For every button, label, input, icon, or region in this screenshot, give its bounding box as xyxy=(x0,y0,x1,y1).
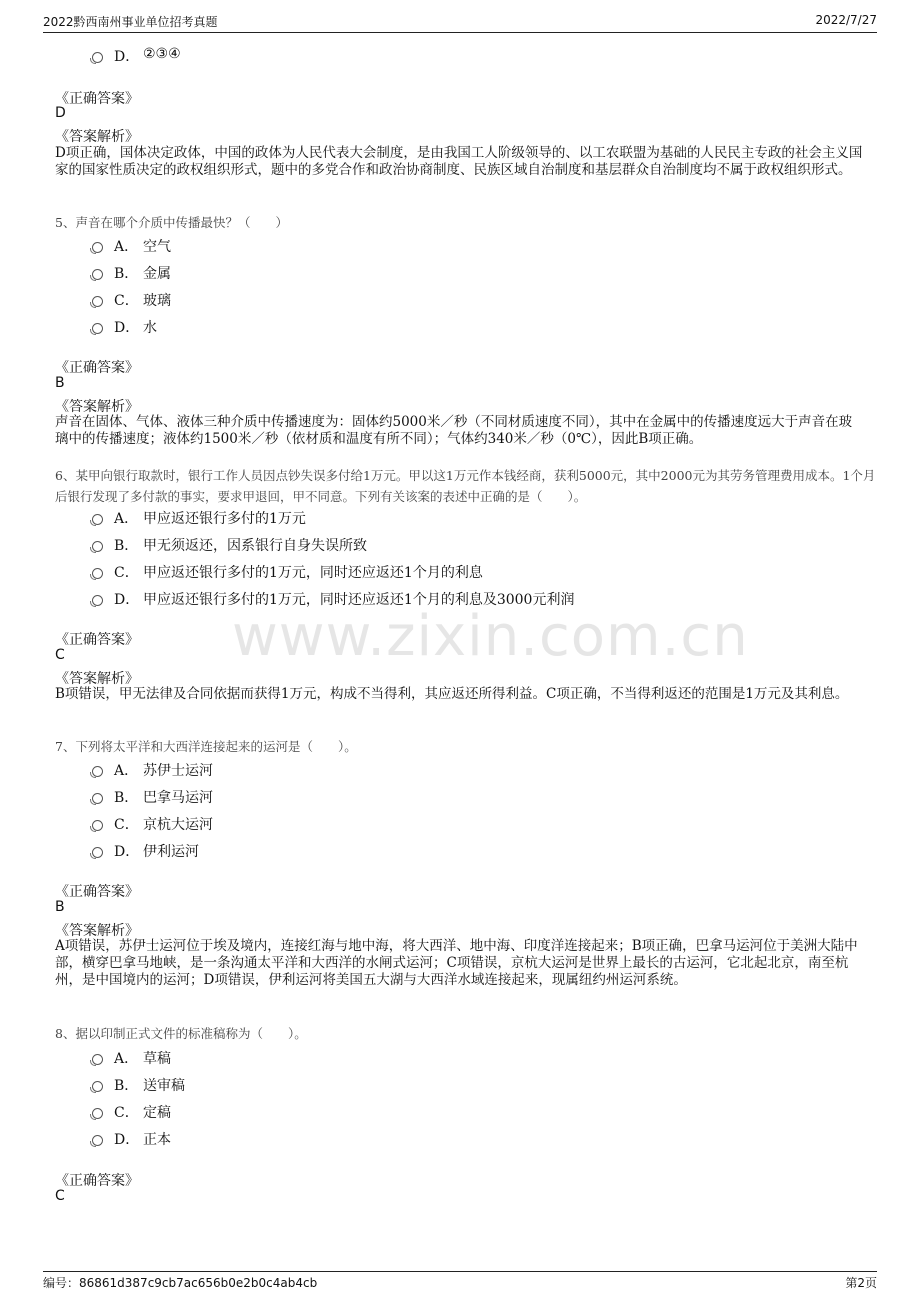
option-text: 正本 xyxy=(143,1132,171,1148)
q8-question: 8、据以印制正式文件的标准稿称为（ ）。 xyxy=(55,1026,307,1041)
document-title: 2022黔西南州事业单位招考真题 xyxy=(43,15,218,29)
option-letter: B． xyxy=(114,538,139,554)
option-text: 定稿 xyxy=(143,1105,171,1121)
radio-icon[interactable] xyxy=(92,514,103,525)
radio-icon[interactable] xyxy=(92,595,103,606)
option-letter: A． xyxy=(114,1051,139,1067)
q5-answer-label: 《正确答案》 xyxy=(55,360,139,376)
option-text: 空气 xyxy=(143,239,171,255)
option-text: 巴拿马运河 xyxy=(143,790,213,806)
option-letter: D． xyxy=(114,844,140,860)
option-letter: B． xyxy=(114,266,139,282)
radio-icon[interactable] xyxy=(92,1108,103,1119)
radio-icon[interactable] xyxy=(92,52,103,63)
q6-analysis: B项错误，甲无法律及合同依据而获得1万元，构成不当得利，其应返还所得利益。C项正确，不当得利返还的范围是1万元及其利息。 xyxy=(55,686,849,702)
q8-answer-label: 《正确答案》 xyxy=(55,1173,139,1189)
option-letter: D． xyxy=(114,49,140,65)
option-letter: D． xyxy=(114,1132,140,1148)
radio-icon[interactable] xyxy=(92,568,103,579)
option-letter: A． xyxy=(114,239,139,255)
q6-question: 6、某甲向银行取款时，银行工作人员因点钞失误多付给1万元。甲以这1万元作本钱经商，获利5000元，其中2000元为其劳务管理费用成本。1个月后银行发现了多付款的事实，要求甲退回，甲不同意。下列有关该案的表述中正确的是（ ）。 xyxy=(55,468,876,504)
option-text: 甲应返还银行多付的1万元，同时还应返还1个月的利息 xyxy=(143,565,483,581)
page-header xyxy=(43,8,877,33)
option-text: 苏伊士运河 xyxy=(143,763,213,779)
option-letter: C． xyxy=(114,1105,139,1121)
option-letter: C． xyxy=(114,565,139,581)
radio-icon[interactable] xyxy=(92,1081,103,1092)
q7-analysis: A项错误，苏伊士运河位于埃及境内，连接红海与地中海，将大西洋、地中海、印度洋连接起来；B项正确，巴拿马运河位于美洲大陆中部，横穿巴拿马地峡，是一条沟通太平洋和大西洋的水闸式运河；C项错误，京杭大运河是世界上最长的古运河，它北起北京，南至杭州，是中国境内的运河；D项错误，伊利运河将美国五大湖与大西洋水域连接起来，现属纽约州运河系统。 xyxy=(55,938,858,988)
radio-icon[interactable] xyxy=(92,541,103,552)
option-letter: C． xyxy=(114,293,139,309)
radio-icon[interactable] xyxy=(92,269,103,280)
page-number: 第2页 xyxy=(845,1276,877,1290)
option-letter: B． xyxy=(114,1078,139,1094)
q4-answer-label: 《正确答案》 xyxy=(55,91,139,107)
q4-answer: D xyxy=(55,105,66,121)
option-letter: D． xyxy=(114,592,140,608)
q5-analysis-label: 《答案解析》 xyxy=(55,399,139,415)
option-text: 草稿 xyxy=(143,1051,171,1067)
q4-analysis: D项正确，国体决定政体，中国的政体为人民代表大会制度，是由我国工人阶级领导的、以工农联盟为基础的人民民主专政的社会主义国家的国家性质决定的政权组织形式，题中的多党合作和政治协商制度、民族区域自治制度和基层群众自治制度均不属于政权组织形式。 xyxy=(55,145,863,178)
radio-icon[interactable] xyxy=(92,820,103,831)
q5-answer: B xyxy=(55,375,65,391)
q8-answer: C xyxy=(55,1188,65,1204)
q7-analysis-label: 《答案解析》 xyxy=(55,923,139,939)
radio-icon[interactable] xyxy=(92,1054,103,1065)
q4-analysis-label: 《答案解析》 xyxy=(55,129,139,145)
option-letter: D． xyxy=(114,320,140,336)
option-letter: A． xyxy=(114,763,139,779)
q7-question: 7、下列将太平洋和大西洋连接起来的运河是（ ）。 xyxy=(55,739,357,754)
q6-answer: C xyxy=(55,647,65,663)
radio-icon[interactable] xyxy=(92,793,103,804)
radio-icon[interactable] xyxy=(92,296,103,307)
option-text: 甲应返还银行多付的1万元，同时还应返还1个月的利息及3000元利润 xyxy=(143,592,575,608)
option-text: 甲应返还银行多付的1万元 xyxy=(143,511,306,527)
option-text: ②③④ xyxy=(143,46,181,62)
option-text: 京杭大运河 xyxy=(143,817,213,833)
option-text: 送审稿 xyxy=(143,1078,185,1094)
q5-question: 5、声音在哪个介质中传播最快？（ ） xyxy=(55,215,288,230)
option-letter: C． xyxy=(114,817,139,833)
radio-icon[interactable] xyxy=(92,766,103,777)
option-text: 水 xyxy=(143,320,157,336)
page-footer xyxy=(43,1271,877,1296)
document-code: 编号：86861d387c9cb7ac656b0e2b0c4ab4cb xyxy=(43,1276,318,1290)
document-date: 2022/7/27 xyxy=(815,13,877,27)
q7-answer-label: 《正确答案》 xyxy=(55,884,139,900)
q7-answer: B xyxy=(55,899,65,915)
watermark: www.zixin.com.cn xyxy=(232,604,749,669)
option-text: 金属 xyxy=(143,266,171,282)
radio-icon[interactable] xyxy=(92,242,103,253)
option-text: 伊利运河 xyxy=(143,844,199,860)
option-text: 玻璃 xyxy=(143,293,171,309)
option-text: 甲无须返还，因系银行自身失误所致 xyxy=(143,538,367,554)
option-letter: A． xyxy=(114,511,139,527)
radio-icon[interactable] xyxy=(92,1135,103,1146)
option-letter: B． xyxy=(114,790,139,806)
q6-analysis-label: 《答案解析》 xyxy=(55,671,139,687)
q5-analysis: 声音在固体、气体、液体三种介质中传播速度为：固体约5000米／秒（不同材质速度不同），其中在金属中的传播速度远大于声音在玻璃中的传播速度；液体约1500米／秒（依材质和温度有所不同）；气体约340米／秒（0℃），因此B项正确。 xyxy=(55,414,853,447)
radio-icon[interactable] xyxy=(92,323,103,334)
q6-answer-label: 《正确答案》 xyxy=(55,632,139,648)
radio-icon[interactable] xyxy=(92,847,103,858)
